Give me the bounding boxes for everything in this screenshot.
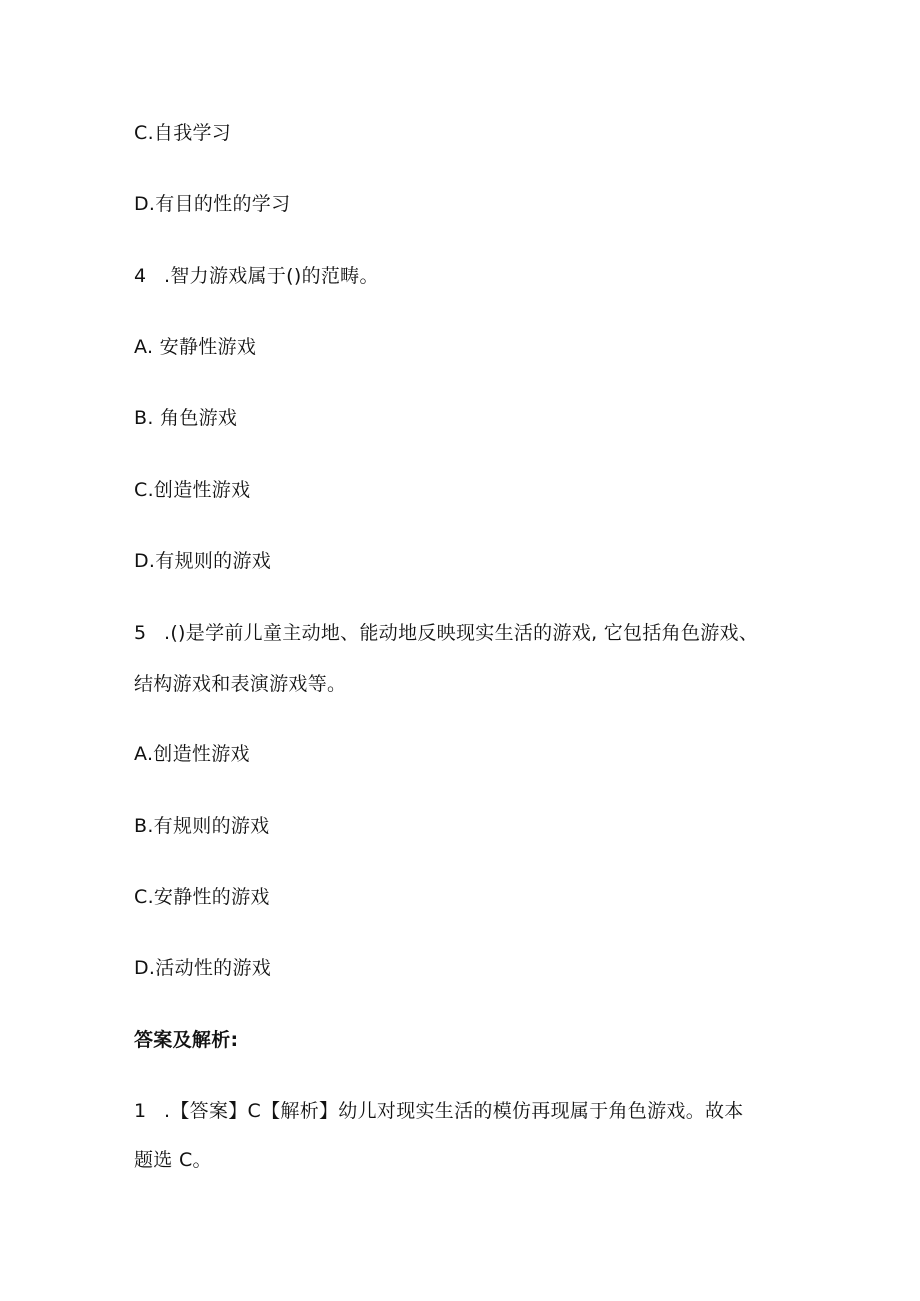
question-4 bbox=[134, 263, 814, 289]
q4-option-d: D.有规则的游戏 bbox=[134, 550, 272, 572]
question-4-text: .智力游戏属于()的范畴。 bbox=[164, 265, 379, 287]
q4-option-c: C.创造性游戏 bbox=[134, 479, 251, 501]
question-5-number: 5 bbox=[134, 622, 147, 644]
question-5-line-1 bbox=[134, 620, 814, 646]
answers-heading: 答案及解析: bbox=[134, 1029, 239, 1051]
q3-option-d: D.有目的性的学习 bbox=[134, 193, 291, 215]
question-4-number: 4 bbox=[134, 265, 147, 287]
question-5-text: .()是学前儿童主动地、能动地反映现实生活的游戏, 它包括角色游戏、 bbox=[164, 622, 759, 644]
q4-option-a: A. 安静性游戏 bbox=[134, 336, 257, 358]
q5-option-b: B.有规则的游戏 bbox=[134, 815, 270, 837]
answer-1-number: 1 bbox=[134, 1100, 147, 1122]
question-5-line-2: 结构游戏和表演游戏等。 bbox=[134, 673, 347, 695]
q5-option-a: A.创造性游戏 bbox=[134, 743, 250, 765]
q3-option-c: C.自我学习 bbox=[134, 122, 232, 144]
q5-option-c: C.安静性的游戏 bbox=[134, 886, 270, 908]
answer-1-text: .【答案】C【解析】幼儿对现实生活的模仿再现属于角色游戏。故本 bbox=[164, 1100, 744, 1122]
q5-option-d: D.活动性的游戏 bbox=[134, 957, 272, 979]
answer-1-line-1 bbox=[134, 1098, 814, 1124]
answer-1-line-2: 题选 C。 bbox=[134, 1149, 212, 1171]
q4-option-b: B. 角色游戏 bbox=[134, 407, 238, 429]
